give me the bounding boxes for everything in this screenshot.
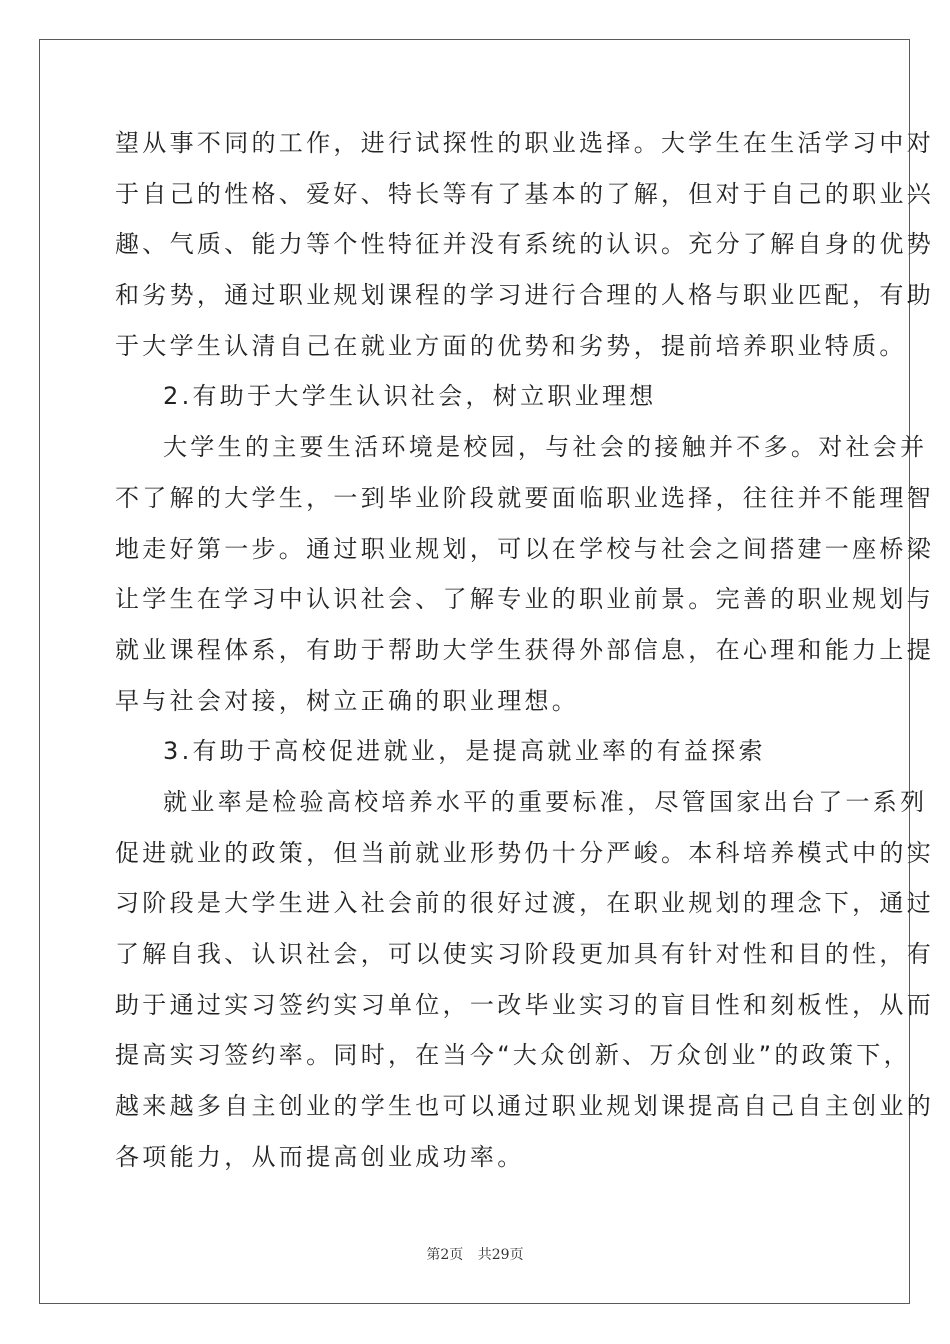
text-line: 提高实习签约率。同时，在当今“大众创新、万众创业”的政策下， <box>115 1041 911 1070</box>
text-line: 就业率是检验高校培养水平的重要标准，尽管国家出台了一系列 <box>163 787 928 816</box>
text-line: 大学生的主要生活环境是校园，与社会的接触并不多。对社会并 <box>163 433 928 462</box>
text-line: 趣、气质、能力等个性特征并没有系统的认识。充分了解自身的优势 <box>115 230 934 259</box>
section-heading: 3.有助于高校促进就业，是提高就业率的有益探索 <box>163 737 766 766</box>
text-line: 不了解的大学生，一到毕业阶段就要面临职业选择，往往并不能理智 <box>115 483 934 512</box>
document-body <box>115 118 934 1182</box>
text-line: 地走好第一步。通过职业规划，可以在学校与社会之间搭建一座桥梁 <box>115 534 934 563</box>
page-footer <box>0 1244 950 1264</box>
text-line: 了解自我、认识社会，可以使实习阶段更加具有针对性和目的性，有 <box>115 940 934 968</box>
text-line: 于自己的性格、爱好、特长等有了基本的了解，但对于自己的职业兴 <box>115 179 934 208</box>
section-heading: 2.有助于大学生认识社会，树立职业理想 <box>163 382 657 411</box>
text-line: 助于通过实习签约实习单位，一改毕业实习的盲目性和刻板性，从而 <box>115 990 934 1019</box>
text-line: 于大学生认清自己在就业方面的优势和劣势，提前培养职业特质。 <box>115 331 907 360</box>
text-line: 早与社会对接，树立正确的职业理想。 <box>115 686 580 715</box>
page-number: 第2页 <box>426 1247 464 1263</box>
text-line: 和劣势，通过职业规划课程的学习进行合理的人格与职业匹配，有助 <box>115 281 934 310</box>
text-line: 就业课程体系，有助于帮助大学生获得外部信息，在心理和能力上提 <box>115 635 934 664</box>
text-line: 促进就业的政策，但当前就业形势仍十分严峻。本科培养模式中的实 <box>115 838 934 867</box>
text-line: 望从事不同的工作，进行试探性的职业选择。大学生在生活学习中对 <box>115 129 934 157</box>
text-line: 越来越多自主创业的学生也可以通过职业规划课提高自己自主创业的 <box>115 1092 934 1121</box>
text-line: 习阶段是大学生进入社会前的很好过渡，在职业规划的理念下，通过 <box>115 889 934 918</box>
text-line: 让学生在学习中认识社会、了解专业的职业前景。完善的职业规划与 <box>115 585 934 614</box>
page-total: 共29页 <box>477 1247 524 1263</box>
text-line: 各项能力，从而提高创业成功率。 <box>115 1142 525 1171</box>
